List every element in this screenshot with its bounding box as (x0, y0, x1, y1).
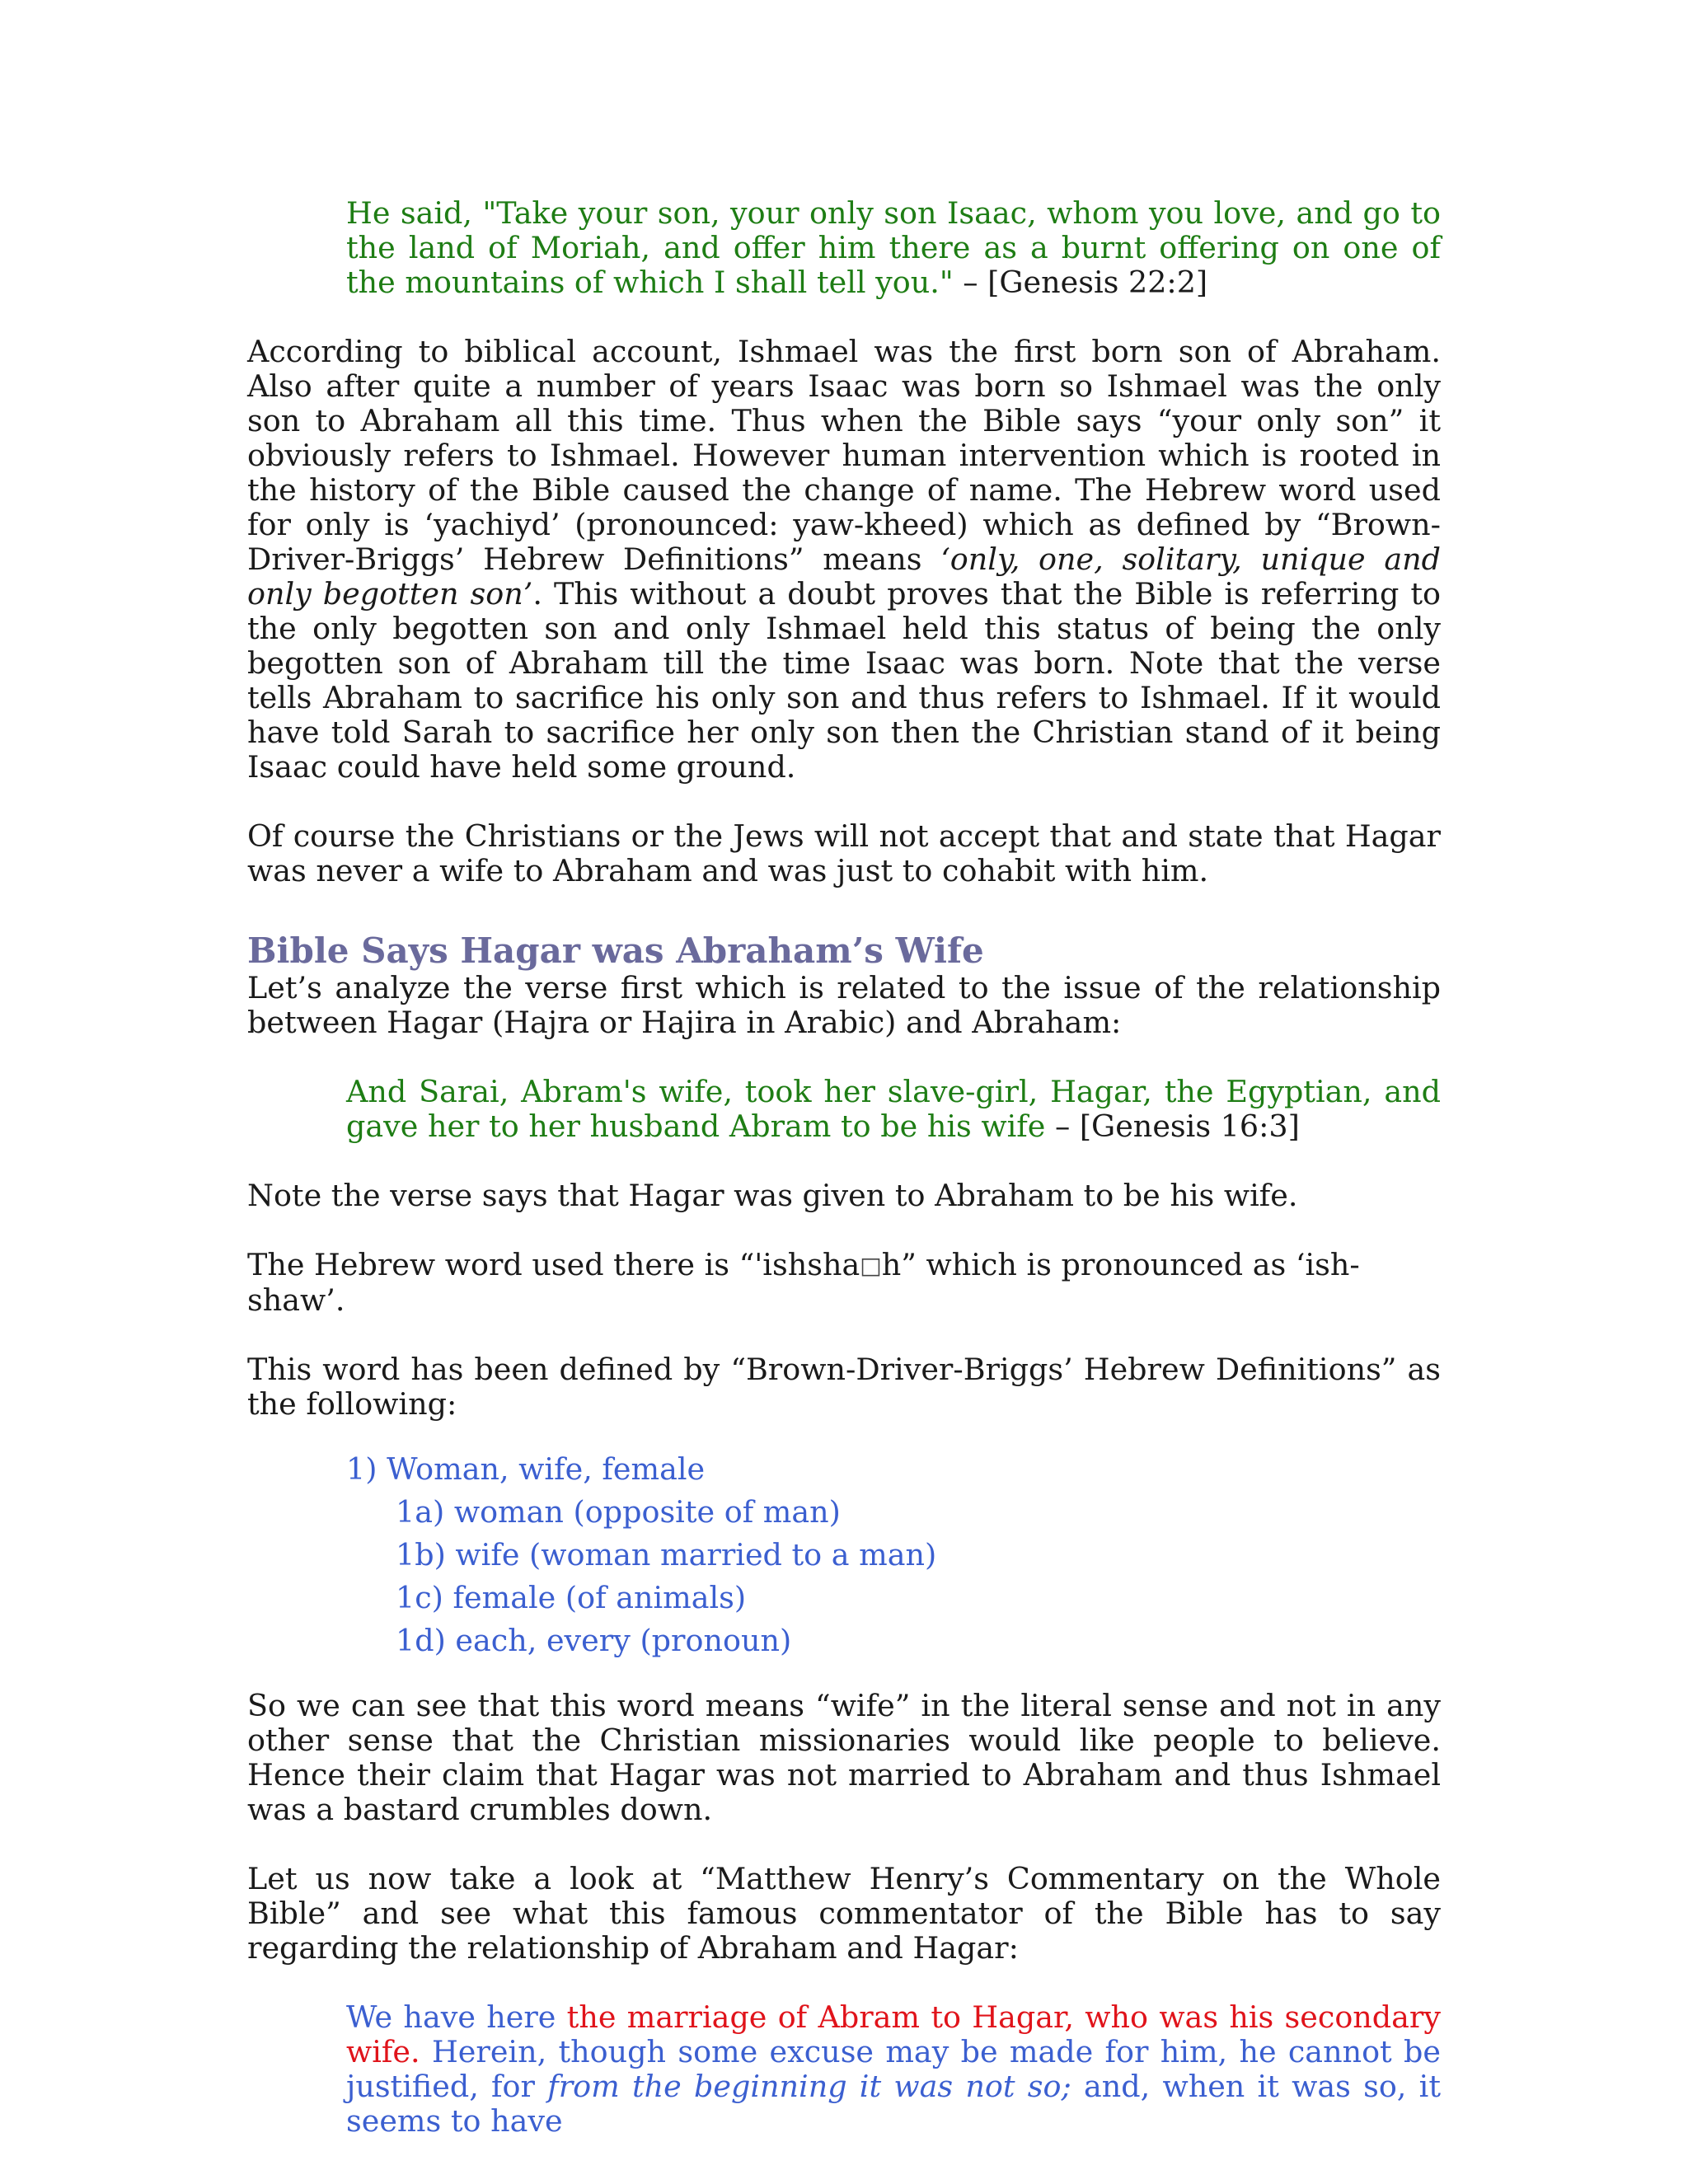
quote-reference: – [Genesis 16:3] (1045, 1108, 1300, 1144)
quote-middle: Herein, though some excuse may be made for him, he cannot be justified, for (346, 2034, 1441, 2104)
paragraph-text-continued: h” which is pronounced as ‘ish-shaw’. (247, 1247, 1360, 1318)
section-heading: Bible Says Hagar was Abraham’s Wife (247, 930, 984, 971)
definition-list (346, 1448, 1441, 1662)
definition-main: 1) Woman, wife, female (346, 1451, 706, 1487)
quote-lead: We have here (346, 1999, 567, 2035)
definition-sub-item: 1c) female (of animals) (396, 1580, 747, 1615)
quote-italic: from the beginning it was not so; (547, 2069, 1071, 2104)
paragraph-note: Note the verse says that Hagar was given to Abraham to be his wife. (247, 1178, 1298, 1213)
definition-sub-item: 1d) each, every (pronoun) (396, 1623, 792, 1658)
quote-genesis-22-2 (346, 196, 1441, 300)
paragraph-objection: Of course the Christians or the Jews will not accept that and state that Hagar was never a wife to Abraham and was just to cohabit with him. (247, 818, 1441, 888)
missing-glyph-box: □ (860, 1252, 882, 1279)
paragraph-only-son (247, 335, 1441, 785)
quote-matthew-henry (346, 2000, 1441, 2139)
quote-tail: and, when it was so, it seems to have (346, 2069, 1441, 2139)
paragraph-conclusion: So we can see that this word means “wife” in the literal sense and not in any other sense that the Christian missionaries would like people to believe. Hence their claim that Hagar was not married to Abraham and thus Ishmael was a bastard crumbles down. (247, 1688, 1441, 1827)
quote-text: He said, "Take your son, your only son Isaac, whom you love, and go to the land of Moriah, and offer him there as a burnt offering on one of the mountains of which I shall tell you." (346, 195, 1441, 300)
definition-sub-item: 1a) woman (opposite of man) (396, 1494, 841, 1530)
quote-text: And Sarai, Abram's wife, took her slave-girl, Hagar, the Egyptian, and gave her to her husband Abram to be his wife (346, 1074, 1441, 1144)
paragraph-text: The Hebrew word used there is “'ishsha (247, 1247, 860, 1282)
paragraph-analyze: Let’s analyze the verse first which is related to the issue of the relationship between Hagar (Hajra or Hajira in Arabic) and Abraham: (247, 970, 1441, 1040)
quote-genesis-16-3 (346, 1075, 1441, 1144)
document-page (247, 196, 1441, 2139)
paragraph-text-continued: . This without a doubt proves that the Bible is referring to the only begotten son and only Ishmael held this status of being the only begotten son of Abraham till the time Isaac was born. Note that the verse tells Abraham to sacrifice his only son and thus refers to Ishmael. If it would have told Sarah to sacrifice her only son then the Christian stand of it being Isaac could have held some ground. (247, 576, 1441, 785)
quote-reference: – [Genesis 22:2] (953, 265, 1208, 300)
quote-emphasis-red: the marriage of Abram to Hagar, who was his secondary wife. (346, 1999, 1441, 2069)
definition-italic: ‘only, one, solitary, unique and only begotten son’ (247, 541, 1441, 612)
paragraph-commentary-intro: Let us now take a look at “Matthew Henry’s Commentary on the Whole Bible” and see what this famous commentator of the Bible has to say regarding the relationship of Abraham and Hagar: (247, 1861, 1441, 1966)
paragraph-hebrew-word (247, 1248, 1441, 1318)
paragraph-definition-intro: This word has been defined by “Brown-Driver-Briggs’ Hebrew Definitions” as the following: (247, 1352, 1441, 1422)
paragraph-text: According to biblical account, Ishmael was the first born son of Abraham. Also after quite a number of years Isaac was born so Ishmael was the only son to Abraham all this time. Thus when the Bible says “your only son” it obviously refers to Ishmael. However human intervention which is rooted in the history of the Bible caused the change of name. The Hebrew word used for only is ‘yachiyd’ (pronounced: yaw-kheed) which as defined by “Brown-Driver-Briggs’ Hebrew Definitions” means (247, 334, 1441, 577)
definition-sub-item: 1b) wife (woman married to a man) (396, 1537, 937, 1572)
